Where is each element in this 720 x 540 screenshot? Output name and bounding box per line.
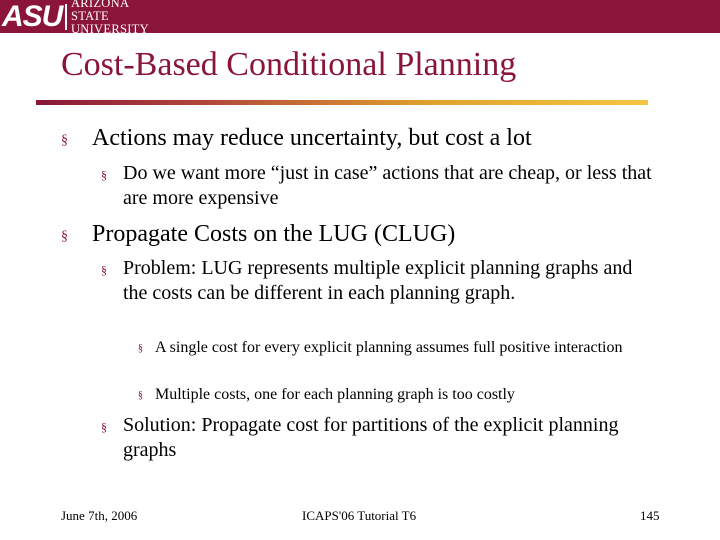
slide-title: Cost-Based Conditional Planning (61, 46, 517, 83)
title-underline (36, 100, 648, 105)
bullet-text: Propagate Costs on the LUG (CLUG) (92, 221, 456, 247)
asu-logo (0, 0, 150, 36)
bullet-item (101, 256, 643, 306)
logo-wordmark (71, 0, 150, 36)
bullet-icon: § (101, 420, 107, 434)
bullet-item (61, 220, 692, 248)
bullet-text: Actions may reduce uncertainty, but cost a lot (92, 125, 532, 151)
logo-mark: ASU (2, 0, 63, 33)
footer-date: June 7th, 2006 (61, 508, 138, 523)
logo-line-2: UNIVERSITY (70, 22, 149, 36)
bullet-item (138, 385, 665, 405)
bullet-item (138, 338, 665, 358)
logo-line-1: ARIZONA STATE (70, 0, 129, 23)
bullet-icon: § (138, 390, 143, 401)
bullet-text: A single cost for every explicit planning assumes full positive interaction (155, 339, 623, 356)
bullet-icon: § (61, 133, 68, 148)
bullet-icon: § (101, 168, 107, 182)
header-bar (0, 0, 720, 36)
bullet-icon: § (101, 263, 107, 277)
bullet-item (101, 413, 643, 463)
bullet-icon: § (138, 343, 143, 354)
bullet-item (61, 124, 692, 152)
bullet-text: Multiple costs, one for each planning graph is too costly (155, 386, 515, 403)
bullet-item (101, 161, 663, 211)
footer-page-number: 145 (640, 508, 660, 523)
bullet-text: Do we want more “just in case” actions that are cheap, or less that are more expensive (123, 162, 652, 209)
bullet-text: Problem: LUG represents multiple explicit planning graphs and the costs can be different in each planning graph. (123, 257, 633, 304)
bullet-text: Solution: Propagate cost for partitions of the explicit planning graphs (123, 414, 619, 461)
footer-event: ICAPS'06 Tutorial T6 (302, 508, 417, 523)
logo-divider (65, 4, 67, 30)
bullet-icon: § (61, 229, 68, 244)
